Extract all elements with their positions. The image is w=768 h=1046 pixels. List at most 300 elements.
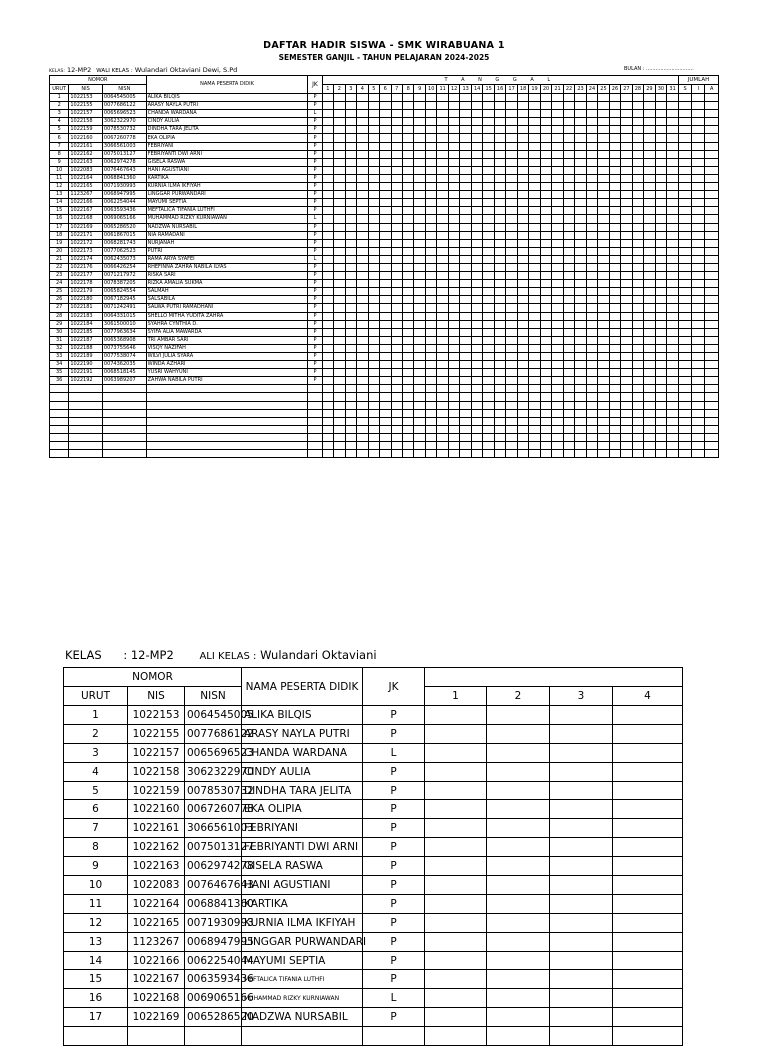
zoomed-attendance-cell[interactable] xyxy=(550,706,613,725)
attendance-cell[interactable] xyxy=(391,199,402,207)
attendance-cell[interactable] xyxy=(529,320,540,328)
attendance-cell[interactable] xyxy=(540,320,551,328)
attendance-cell[interactable] xyxy=(414,385,425,393)
attendance-cell[interactable] xyxy=(517,166,528,174)
attendance-cell[interactable] xyxy=(403,417,414,425)
attendance-cell[interactable] xyxy=(357,312,368,320)
attendance-cell[interactable] xyxy=(644,118,655,126)
attendance-cell[interactable] xyxy=(357,263,368,271)
attendance-cell[interactable] xyxy=(380,361,391,369)
attendance-cell[interactable] xyxy=(705,450,719,458)
attendance-cell[interactable] xyxy=(368,199,379,207)
attendance-cell[interactable] xyxy=(529,158,540,166)
attendance-cell[interactable] xyxy=(529,425,540,433)
attendance-cell[interactable] xyxy=(357,199,368,207)
attendance-cell[interactable] xyxy=(334,385,345,393)
attendance-cell[interactable] xyxy=(644,142,655,150)
zoomed-attendance-cell[interactable] xyxy=(425,706,487,725)
attendance-cell[interactable] xyxy=(692,353,705,361)
attendance-cell[interactable] xyxy=(437,150,448,158)
attendance-cell[interactable] xyxy=(437,433,448,441)
attendance-cell[interactable] xyxy=(632,126,643,134)
attendance-cell[interactable] xyxy=(380,263,391,271)
attendance-cell[interactable] xyxy=(506,328,517,336)
attendance-cell[interactable] xyxy=(609,223,620,231)
attendance-cell[interactable] xyxy=(540,199,551,207)
attendance-cell[interactable] xyxy=(471,118,482,126)
attendance-cell[interactable] xyxy=(598,94,609,102)
attendance-cell[interactable] xyxy=(705,344,719,352)
attendance-cell[interactable] xyxy=(705,126,719,134)
attendance-cell[interactable] xyxy=(448,272,459,280)
attendance-cell[interactable] xyxy=(425,280,436,288)
attendance-cell[interactable] xyxy=(471,134,482,142)
attendance-cell[interactable] xyxy=(380,401,391,409)
attendance-cell[interactable] xyxy=(334,239,345,247)
zoomed-attendance-cell[interactable] xyxy=(550,838,613,857)
attendance-cell[interactable] xyxy=(609,409,620,417)
zoomed-attendance-cell[interactable] xyxy=(550,819,613,838)
attendance-cell[interactable] xyxy=(391,442,402,450)
attendance-cell[interactable] xyxy=(322,328,333,336)
attendance-cell[interactable] xyxy=(425,328,436,336)
attendance-cell[interactable] xyxy=(334,450,345,458)
attendance-cell[interactable] xyxy=(692,263,705,271)
attendance-cell[interactable] xyxy=(609,328,620,336)
attendance-cell[interactable] xyxy=(586,94,597,102)
attendance-cell[interactable] xyxy=(679,102,692,110)
attendance-cell[interactable] xyxy=(357,231,368,239)
attendance-cell[interactable] xyxy=(552,199,563,207)
attendance-cell[interactable] xyxy=(552,385,563,393)
attendance-cell[interactable] xyxy=(322,336,333,344)
attendance-cell[interactable] xyxy=(575,344,586,352)
attendance-cell[interactable] xyxy=(644,280,655,288)
attendance-cell[interactable] xyxy=(471,247,482,255)
attendance-cell[interactable] xyxy=(483,280,494,288)
attendance-cell[interactable] xyxy=(644,110,655,118)
attendance-cell[interactable] xyxy=(334,288,345,296)
attendance-cell[interactable] xyxy=(692,336,705,344)
attendance-cell[interactable] xyxy=(494,409,505,417)
attendance-cell[interactable] xyxy=(598,409,609,417)
attendance-cell[interactable] xyxy=(494,361,505,369)
attendance-cell[interactable] xyxy=(705,118,719,126)
attendance-cell[interactable] xyxy=(425,134,436,142)
attendance-cell[interactable] xyxy=(506,425,517,433)
attendance-cell[interactable] xyxy=(391,142,402,150)
attendance-cell[interactable] xyxy=(540,239,551,247)
attendance-cell[interactable] xyxy=(368,320,379,328)
zoomed-attendance-cell[interactable] xyxy=(425,876,487,895)
attendance-cell[interactable] xyxy=(448,312,459,320)
attendance-cell[interactable] xyxy=(506,102,517,110)
attendance-cell[interactable] xyxy=(540,433,551,441)
attendance-cell[interactable] xyxy=(621,312,632,320)
attendance-cell[interactable] xyxy=(448,425,459,433)
attendance-cell[interactable] xyxy=(494,247,505,255)
attendance-cell[interactable] xyxy=(460,158,471,166)
attendance-cell[interactable] xyxy=(345,442,356,450)
attendance-cell[interactable] xyxy=(655,239,666,247)
attendance-cell[interactable] xyxy=(322,304,333,312)
attendance-cell[interactable] xyxy=(506,110,517,118)
attendance-cell[interactable] xyxy=(460,207,471,215)
attendance-cell[interactable] xyxy=(644,199,655,207)
attendance-cell[interactable] xyxy=(621,393,632,401)
attendance-cell[interactable] xyxy=(517,191,528,199)
attendance-cell[interactable] xyxy=(705,393,719,401)
attendance-cell[interactable] xyxy=(322,320,333,328)
attendance-cell[interactable] xyxy=(357,255,368,263)
zoomed-attendance-cell[interactable] xyxy=(487,932,550,951)
attendance-cell[interactable] xyxy=(494,110,505,118)
attendance-cell[interactable] xyxy=(655,296,666,304)
attendance-cell[interactable] xyxy=(621,110,632,118)
attendance-cell[interactable] xyxy=(345,239,356,247)
attendance-cell[interactable] xyxy=(483,353,494,361)
attendance-cell[interactable] xyxy=(655,126,666,134)
attendance-cell[interactable] xyxy=(692,344,705,352)
attendance-cell[interactable] xyxy=(692,450,705,458)
attendance-cell[interactable] xyxy=(655,118,666,126)
attendance-cell[interactable] xyxy=(448,296,459,304)
attendance-cell[interactable] xyxy=(655,207,666,215)
attendance-cell[interactable] xyxy=(586,110,597,118)
attendance-cell[interactable] xyxy=(644,191,655,199)
zoomed-attendance-cell[interactable] xyxy=(613,800,683,819)
attendance-cell[interactable] xyxy=(586,312,597,320)
attendance-cell[interactable] xyxy=(380,433,391,441)
attendance-cell[interactable] xyxy=(471,102,482,110)
attendance-cell[interactable] xyxy=(334,336,345,344)
attendance-cell[interactable] xyxy=(655,255,666,263)
attendance-cell[interactable] xyxy=(517,385,528,393)
attendance-cell[interactable] xyxy=(403,442,414,450)
attendance-cell[interactable] xyxy=(621,118,632,126)
attendance-cell[interactable] xyxy=(679,296,692,304)
attendance-cell[interactable] xyxy=(517,215,528,223)
attendance-cell[interactable] xyxy=(563,239,574,247)
attendance-cell[interactable] xyxy=(460,450,471,458)
attendance-cell[interactable] xyxy=(655,231,666,239)
attendance-cell[interactable] xyxy=(529,353,540,361)
attendance-cell[interactable] xyxy=(540,102,551,110)
attendance-cell[interactable] xyxy=(517,150,528,158)
attendance-cell[interactable] xyxy=(575,247,586,255)
attendance-cell[interactable] xyxy=(483,118,494,126)
attendance-cell[interactable] xyxy=(667,231,679,239)
attendance-cell[interactable] xyxy=(529,312,540,320)
attendance-cell[interactable] xyxy=(609,361,620,369)
attendance-cell[interactable] xyxy=(609,450,620,458)
attendance-cell[interactable] xyxy=(448,174,459,182)
attendance-cell[interactable] xyxy=(621,199,632,207)
attendance-cell[interactable] xyxy=(529,450,540,458)
attendance-cell[interactable] xyxy=(448,385,459,393)
attendance-cell[interactable] xyxy=(598,102,609,110)
attendance-cell[interactable] xyxy=(655,166,666,174)
attendance-cell[interactable] xyxy=(506,223,517,231)
attendance-cell[interactable] xyxy=(460,263,471,271)
attendance-cell[interactable] xyxy=(345,199,356,207)
attendance-cell[interactable] xyxy=(425,239,436,247)
zoomed-attendance-cell[interactable] xyxy=(487,1008,550,1027)
attendance-cell[interactable] xyxy=(334,183,345,191)
attendance-cell[interactable] xyxy=(575,280,586,288)
attendance-cell[interactable] xyxy=(437,263,448,271)
attendance-cell[interactable] xyxy=(598,369,609,377)
attendance-cell[interactable] xyxy=(632,442,643,450)
attendance-cell[interactable] xyxy=(632,393,643,401)
attendance-cell[interactable] xyxy=(632,377,643,385)
attendance-cell[interactable] xyxy=(655,304,666,312)
attendance-cell[interactable] xyxy=(380,231,391,239)
attendance-cell[interactable] xyxy=(529,231,540,239)
attendance-cell[interactable] xyxy=(322,207,333,215)
attendance-cell[interactable] xyxy=(425,191,436,199)
attendance-cell[interactable] xyxy=(692,110,705,118)
attendance-cell[interactable] xyxy=(621,353,632,361)
attendance-cell[interactable] xyxy=(345,304,356,312)
attendance-cell[interactable] xyxy=(403,102,414,110)
attendance-cell[interactable] xyxy=(667,312,679,320)
attendance-cell[interactable] xyxy=(517,433,528,441)
attendance-cell[interactable] xyxy=(552,320,563,328)
attendance-cell[interactable] xyxy=(391,215,402,223)
attendance-cell[interactable] xyxy=(357,385,368,393)
attendance-cell[interactable] xyxy=(425,442,436,450)
attendance-cell[interactable] xyxy=(598,425,609,433)
attendance-cell[interactable] xyxy=(334,191,345,199)
attendance-cell[interactable] xyxy=(414,361,425,369)
attendance-cell[interactable] xyxy=(540,344,551,352)
attendance-cell[interactable] xyxy=(575,425,586,433)
attendance-cell[interactable] xyxy=(414,369,425,377)
attendance-cell[interactable] xyxy=(471,174,482,182)
attendance-cell[interactable] xyxy=(483,328,494,336)
zoomed-attendance-cell[interactable] xyxy=(425,989,487,1008)
attendance-cell[interactable] xyxy=(552,174,563,182)
attendance-cell[interactable] xyxy=(575,450,586,458)
attendance-cell[interactable] xyxy=(448,320,459,328)
attendance-cell[interactable] xyxy=(679,183,692,191)
attendance-cell[interactable] xyxy=(357,223,368,231)
attendance-cell[interactable] xyxy=(563,199,574,207)
attendance-cell[interactable] xyxy=(471,150,482,158)
attendance-cell[interactable] xyxy=(483,336,494,344)
attendance-cell[interactable] xyxy=(494,328,505,336)
attendance-cell[interactable] xyxy=(644,158,655,166)
attendance-cell[interactable] xyxy=(506,255,517,263)
attendance-cell[interactable] xyxy=(460,272,471,280)
attendance-cell[interactable] xyxy=(586,174,597,182)
attendance-cell[interactable] xyxy=(391,344,402,352)
attendance-cell[interactable] xyxy=(483,199,494,207)
attendance-cell[interactable] xyxy=(506,166,517,174)
attendance-cell[interactable] xyxy=(552,207,563,215)
attendance-cell[interactable] xyxy=(621,385,632,393)
attendance-cell[interactable] xyxy=(437,401,448,409)
attendance-cell[interactable] xyxy=(368,166,379,174)
attendance-cell[interactable] xyxy=(368,312,379,320)
attendance-cell[interactable] xyxy=(414,312,425,320)
attendance-cell[interactable] xyxy=(334,102,345,110)
attendance-cell[interactable] xyxy=(517,409,528,417)
attendance-cell[interactable] xyxy=(552,247,563,255)
attendance-cell[interactable] xyxy=(460,304,471,312)
attendance-cell[interactable] xyxy=(403,296,414,304)
attendance-cell[interactable] xyxy=(380,272,391,280)
attendance-cell[interactable] xyxy=(655,223,666,231)
attendance-cell[interactable] xyxy=(621,134,632,142)
attendance-cell[interactable] xyxy=(517,393,528,401)
attendance-cell[interactable] xyxy=(609,272,620,280)
attendance-cell[interactable] xyxy=(403,393,414,401)
attendance-cell[interactable] xyxy=(494,393,505,401)
attendance-cell[interactable] xyxy=(448,166,459,174)
attendance-cell[interactable] xyxy=(391,417,402,425)
attendance-cell[interactable] xyxy=(345,288,356,296)
attendance-cell[interactable] xyxy=(517,134,528,142)
attendance-cell[interactable] xyxy=(705,150,719,158)
attendance-cell[interactable] xyxy=(391,377,402,385)
attendance-cell[interactable] xyxy=(563,247,574,255)
attendance-cell[interactable] xyxy=(471,393,482,401)
attendance-cell[interactable] xyxy=(667,409,679,417)
attendance-cell[interactable] xyxy=(621,425,632,433)
attendance-cell[interactable] xyxy=(357,215,368,223)
attendance-cell[interactable] xyxy=(506,442,517,450)
attendance-cell[interactable] xyxy=(437,118,448,126)
attendance-cell[interactable] xyxy=(563,409,574,417)
attendance-cell[interactable] xyxy=(471,263,482,271)
attendance-cell[interactable] xyxy=(529,191,540,199)
attendance-cell[interactable] xyxy=(425,433,436,441)
attendance-cell[interactable] xyxy=(334,134,345,142)
attendance-cell[interactable] xyxy=(494,288,505,296)
attendance-cell[interactable] xyxy=(483,166,494,174)
attendance-cell[interactable] xyxy=(705,255,719,263)
zoomed-attendance-cell[interactable] xyxy=(425,913,487,932)
attendance-cell[interactable] xyxy=(345,272,356,280)
attendance-cell[interactable] xyxy=(425,102,436,110)
attendance-cell[interactable] xyxy=(679,417,692,425)
attendance-cell[interactable] xyxy=(345,102,356,110)
attendance-cell[interactable] xyxy=(679,393,692,401)
zoomed-attendance-cell[interactable] xyxy=(425,800,487,819)
attendance-cell[interactable] xyxy=(609,442,620,450)
attendance-cell[interactable] xyxy=(609,199,620,207)
attendance-cell[interactable] xyxy=(705,353,719,361)
attendance-cell[interactable] xyxy=(494,231,505,239)
attendance-cell[interactable] xyxy=(586,361,597,369)
attendance-cell[interactable] xyxy=(621,191,632,199)
attendance-cell[interactable] xyxy=(425,247,436,255)
attendance-cell[interactable] xyxy=(322,393,333,401)
attendance-cell[interactable] xyxy=(380,166,391,174)
attendance-cell[interactable] xyxy=(598,207,609,215)
attendance-cell[interactable] xyxy=(667,304,679,312)
attendance-cell[interactable] xyxy=(540,304,551,312)
attendance-cell[interactable] xyxy=(437,239,448,247)
attendance-cell[interactable] xyxy=(517,361,528,369)
attendance-cell[interactable] xyxy=(552,118,563,126)
attendance-cell[interactable] xyxy=(517,247,528,255)
attendance-cell[interactable] xyxy=(529,223,540,231)
attendance-cell[interactable] xyxy=(644,174,655,182)
attendance-cell[interactable] xyxy=(471,361,482,369)
attendance-cell[interactable] xyxy=(506,417,517,425)
zoomed-attendance-cell[interactable] xyxy=(550,989,613,1008)
attendance-cell[interactable] xyxy=(586,142,597,150)
attendance-cell[interactable] xyxy=(667,142,679,150)
attendance-cell[interactable] xyxy=(471,401,482,409)
attendance-cell[interactable] xyxy=(644,247,655,255)
attendance-cell[interactable] xyxy=(345,328,356,336)
attendance-cell[interactable] xyxy=(609,166,620,174)
attendance-cell[interactable] xyxy=(692,126,705,134)
attendance-cell[interactable] xyxy=(322,425,333,433)
attendance-cell[interactable] xyxy=(632,142,643,150)
attendance-cell[interactable] xyxy=(414,272,425,280)
attendance-cell[interactable] xyxy=(403,433,414,441)
attendance-cell[interactable] xyxy=(621,272,632,280)
attendance-cell[interactable] xyxy=(322,361,333,369)
attendance-cell[interactable] xyxy=(494,215,505,223)
attendance-cell[interactable] xyxy=(460,417,471,425)
attendance-cell[interactable] xyxy=(621,166,632,174)
attendance-cell[interactable] xyxy=(483,94,494,102)
attendance-cell[interactable] xyxy=(460,393,471,401)
attendance-cell[interactable] xyxy=(471,223,482,231)
zoomed-attendance-cell[interactable] xyxy=(425,1027,487,1046)
attendance-cell[interactable] xyxy=(403,158,414,166)
attendance-cell[interactable] xyxy=(644,442,655,450)
attendance-cell[interactable] xyxy=(632,304,643,312)
attendance-cell[interactable] xyxy=(621,417,632,425)
attendance-cell[interactable] xyxy=(368,158,379,166)
attendance-cell[interactable] xyxy=(368,353,379,361)
attendance-cell[interactable] xyxy=(483,247,494,255)
zoomed-attendance-cell[interactable] xyxy=(550,970,613,989)
attendance-cell[interactable] xyxy=(437,158,448,166)
attendance-cell[interactable] xyxy=(460,239,471,247)
attendance-cell[interactable] xyxy=(322,401,333,409)
attendance-cell[interactable] xyxy=(414,183,425,191)
attendance-cell[interactable] xyxy=(345,263,356,271)
attendance-cell[interactable] xyxy=(425,255,436,263)
attendance-cell[interactable] xyxy=(414,393,425,401)
attendance-cell[interactable] xyxy=(632,134,643,142)
attendance-cell[interactable] xyxy=(345,183,356,191)
attendance-cell[interactable] xyxy=(506,126,517,134)
attendance-cell[interactable] xyxy=(437,199,448,207)
attendance-cell[interactable] xyxy=(368,102,379,110)
attendance-cell[interactable] xyxy=(540,94,551,102)
attendance-cell[interactable] xyxy=(609,263,620,271)
attendance-cell[interactable] xyxy=(368,247,379,255)
attendance-cell[interactable] xyxy=(471,433,482,441)
attendance-cell[interactable] xyxy=(357,158,368,166)
attendance-cell[interactable] xyxy=(655,425,666,433)
attendance-cell[interactable] xyxy=(705,207,719,215)
attendance-cell[interactable] xyxy=(705,304,719,312)
attendance-cell[interactable] xyxy=(368,191,379,199)
attendance-cell[interactable] xyxy=(357,134,368,142)
attendance-cell[interactable] xyxy=(667,239,679,247)
attendance-cell[interactable] xyxy=(391,134,402,142)
